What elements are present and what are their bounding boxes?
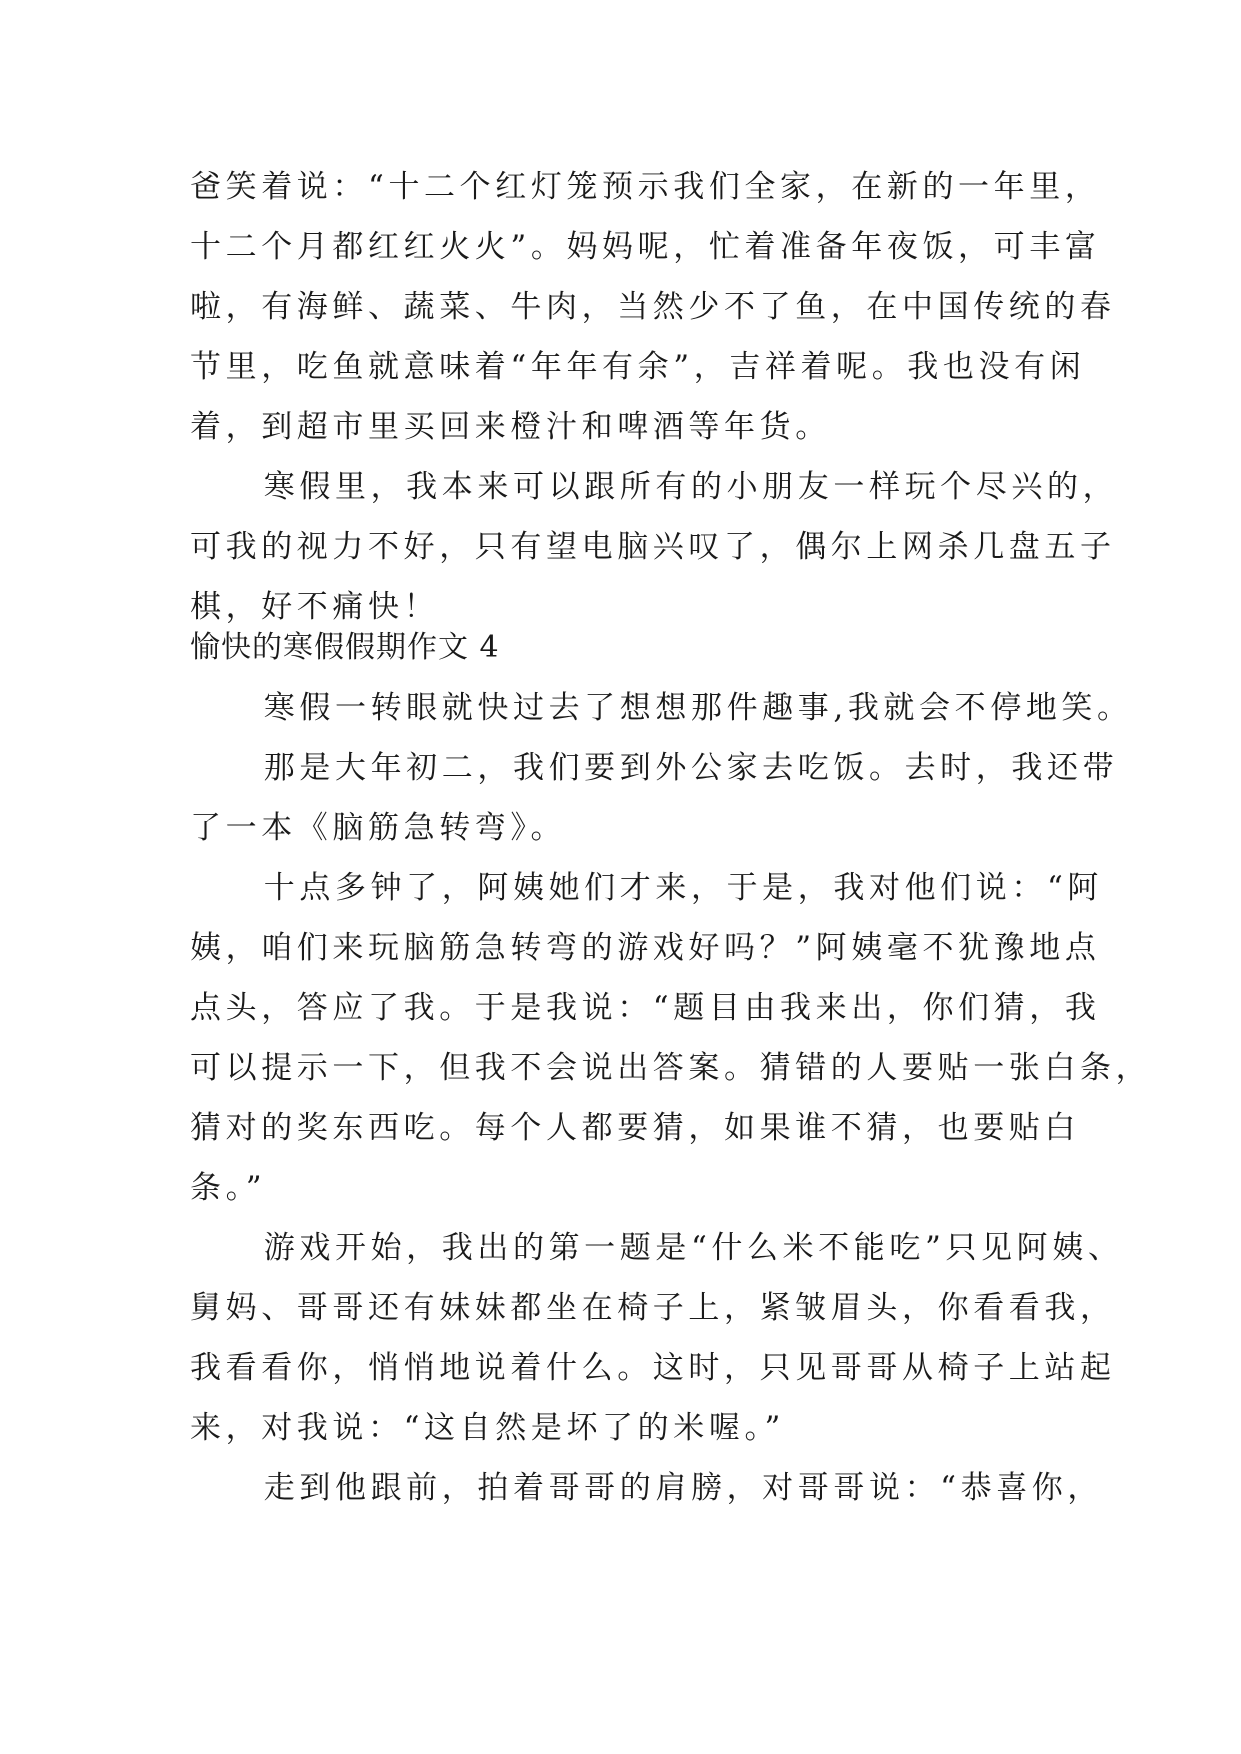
text-line: 了一本《脑筋急转弯》。 [190,810,567,846]
text-line: 姨，咱们来玩脑筋急转弯的游戏好吗？”阿姨毫不犹豫地点 [190,930,1101,966]
text-line: 来，对我说：“这自然是坏了的米喔。” [190,1410,785,1446]
text-line: 可我的视力不好，只有望电脑兴叹了，偶尔上网杀几盘五子 [190,529,1116,565]
text-line: 走到他跟前，拍着哥哥的肩膀，对哥哥说：“恭喜你， [263,1470,1104,1506]
text-line: 棋，好不痛快！ [190,589,440,625]
text-line: 条。” [190,1170,267,1206]
text-line: 寒假一转眼就快过去了想想那件趣事,我就会不停地笑。 [263,690,1133,726]
text-line: 舅妈、哥哥还有妹妹都坐在椅子上，紧皱眉头，你看看我， [190,1290,1116,1326]
text-line: 我看看你，悄悄地说着什么。这时，只见哥哥从椅子上站起 [190,1350,1116,1386]
text-line: 猜对的奖东西吃。每个人都要猜，如果谁不猜，也要贴白 [190,1110,1080,1146]
paragraph-first-question [190,1218,1124,1458]
text-line: 十二个月都红红火火”。妈妈呢，忙着准备年夜饭，可丰富 [190,229,1101,265]
paragraph-winter-vacation [190,457,1119,637]
text-line: 寒假里，我本来可以跟所有的小朋友一样玩个尽兴的， [263,469,1119,505]
text-block-essay-4 [190,618,1152,1518]
essay-heading: 愉快的寒假假期作文 4 [190,630,500,665]
paragraph-second-day [190,738,1119,858]
text-line: 可以提示一下，但我不会说出答案。猜错的人要贴一张白条， [190,1050,1152,1086]
text-line: 点头，答应了我。于是我说：“题目由我来出，你们猜，我 [190,990,1101,1026]
text-line: 爸笑着说：“十二个红灯笼预示我们全家，在新的一年里， [190,169,1101,205]
text-line: 游戏开始，我出的第一题是“什么米不能吃”只见阿姨、 [263,1230,1124,1266]
text-line: 十点多钟了，阿姨她们才来，于是，我对他们说：“阿 [263,870,1104,906]
text-line: 啦，有海鲜、蔬菜、牛肉，当然少不了鱼，在中国传统的春 [190,289,1116,325]
text-line: 节里，吃鱼就意味着“年年有余”，吉祥着呢。我也没有闲 [190,349,1086,385]
paragraph-game-rules [190,858,1152,1218]
paragraph-congratulation [190,1458,1104,1518]
paragraph-new-year-preparations [190,157,1116,457]
text-line: 着，到超市里买回来橙汁和啤酒等年货。 [190,409,831,445]
text-block-top [190,157,1119,637]
paragraph-intro [190,678,1133,738]
text-line: 那是大年初二，我们要到外公家去吃饭。去时，我还带 [263,750,1119,786]
